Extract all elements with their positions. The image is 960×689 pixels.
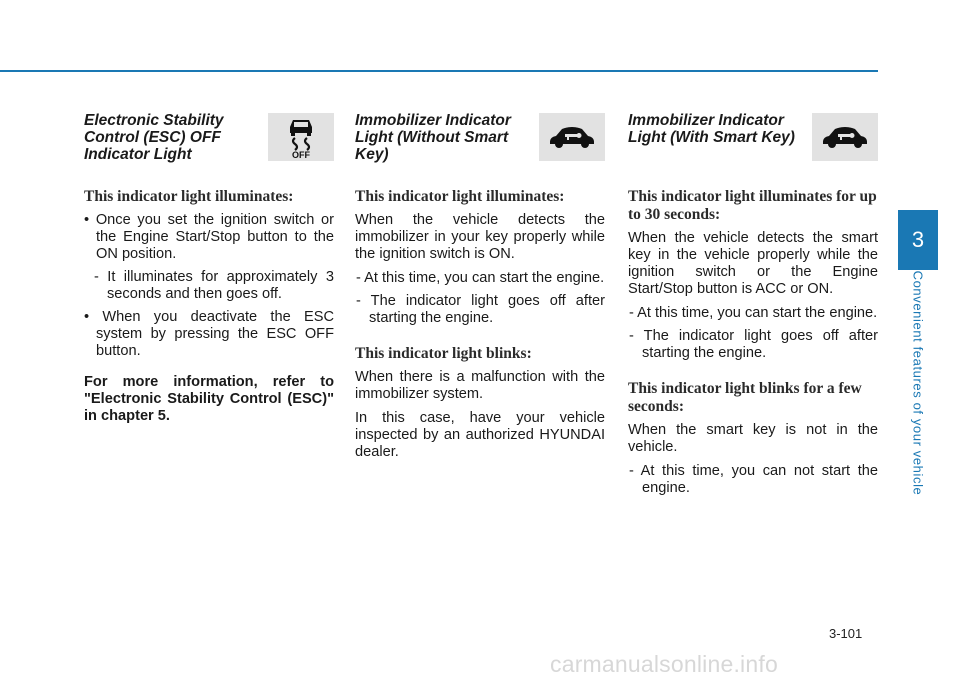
dash-item: - The indicator light goes off after starting the engine. (629, 328, 878, 361)
section-header (355, 112, 605, 176)
section-title: Immobilizer Indicator Light (Without Smart Key) (355, 112, 511, 163)
section-header (628, 112, 878, 176)
immobilizer-icon (539, 113, 605, 161)
bullet-item: • When you deactivate the ESC system by pressing the ESC OFF button. (84, 309, 334, 359)
reference-link: "Electronic Stability Control (ESC)" (84, 391, 334, 407)
subheading: This indicator light illuminates: (355, 188, 565, 205)
section-esc-off (84, 112, 334, 432)
paragraph: When the vehicle detects the immobilizer in your key properly while the ignition switch is ON. (355, 212, 605, 262)
paragraph: When the smart key is not in the vehicle. (628, 422, 878, 455)
paragraph: When there is a malfunction with the immobilizer system. (355, 369, 605, 402)
subheading: This indicator light illuminates for up to 30 seconds: (628, 188, 877, 223)
esc-off-label: OFF (292, 150, 310, 158)
dash-item: - The indicator light goes off after starting the engine. (356, 293, 605, 326)
section-title: Electronic Stability Control (ESC) OFF Indicator Light (84, 112, 224, 163)
section-header (84, 112, 334, 176)
immobilizer-icon (812, 113, 878, 161)
chapter-tab: 3 (898, 210, 938, 270)
dash-item: - At this time, you can start the engine. (356, 270, 605, 286)
dash-item: - At this time, you can start the engine. (629, 305, 878, 321)
section-title: Immobilizer Indicator Light (With Smart Key) (628, 112, 795, 146)
subheading: This indicator light illuminates: (84, 188, 294, 205)
section-immobilizer-without-smart-key (355, 112, 605, 468)
header-rule (0, 70, 878, 72)
chapter-title: Convenient features of your vehicle (910, 270, 926, 496)
section-immobilizer-with-smart-key (628, 112, 878, 503)
reference-prefix: For more information, refer to (84, 374, 334, 390)
dash-item: - At this time, you can not start the engine. (629, 463, 878, 496)
reference-note (84, 374, 334, 425)
paragraph: When the vehicle detects the smart key in the vehicle properly while the ignition switch or the Engine Start/Stop button is ACC or ON. (628, 230, 878, 297)
page-number: 3-101 (829, 626, 863, 641)
reference-suffix: in chapter 5. (84, 408, 170, 424)
dash-item: - It illuminates for approximately 3 seconds and then goes off. (94, 269, 334, 302)
esc-off-icon (268, 113, 334, 161)
subheading: This indicator light blinks: (355, 345, 532, 362)
subheading: This indicator light blinks for a few seconds: (628, 380, 862, 415)
paragraph: In this case, have your vehicle inspected by an authorized HYUNDAI dealer. (355, 410, 605, 460)
watermark: carmanualsonline.info (550, 651, 778, 677)
bullet-item: • Once you set the ignition switch or the Engine Start/Stop button to the ON position. (84, 212, 334, 262)
